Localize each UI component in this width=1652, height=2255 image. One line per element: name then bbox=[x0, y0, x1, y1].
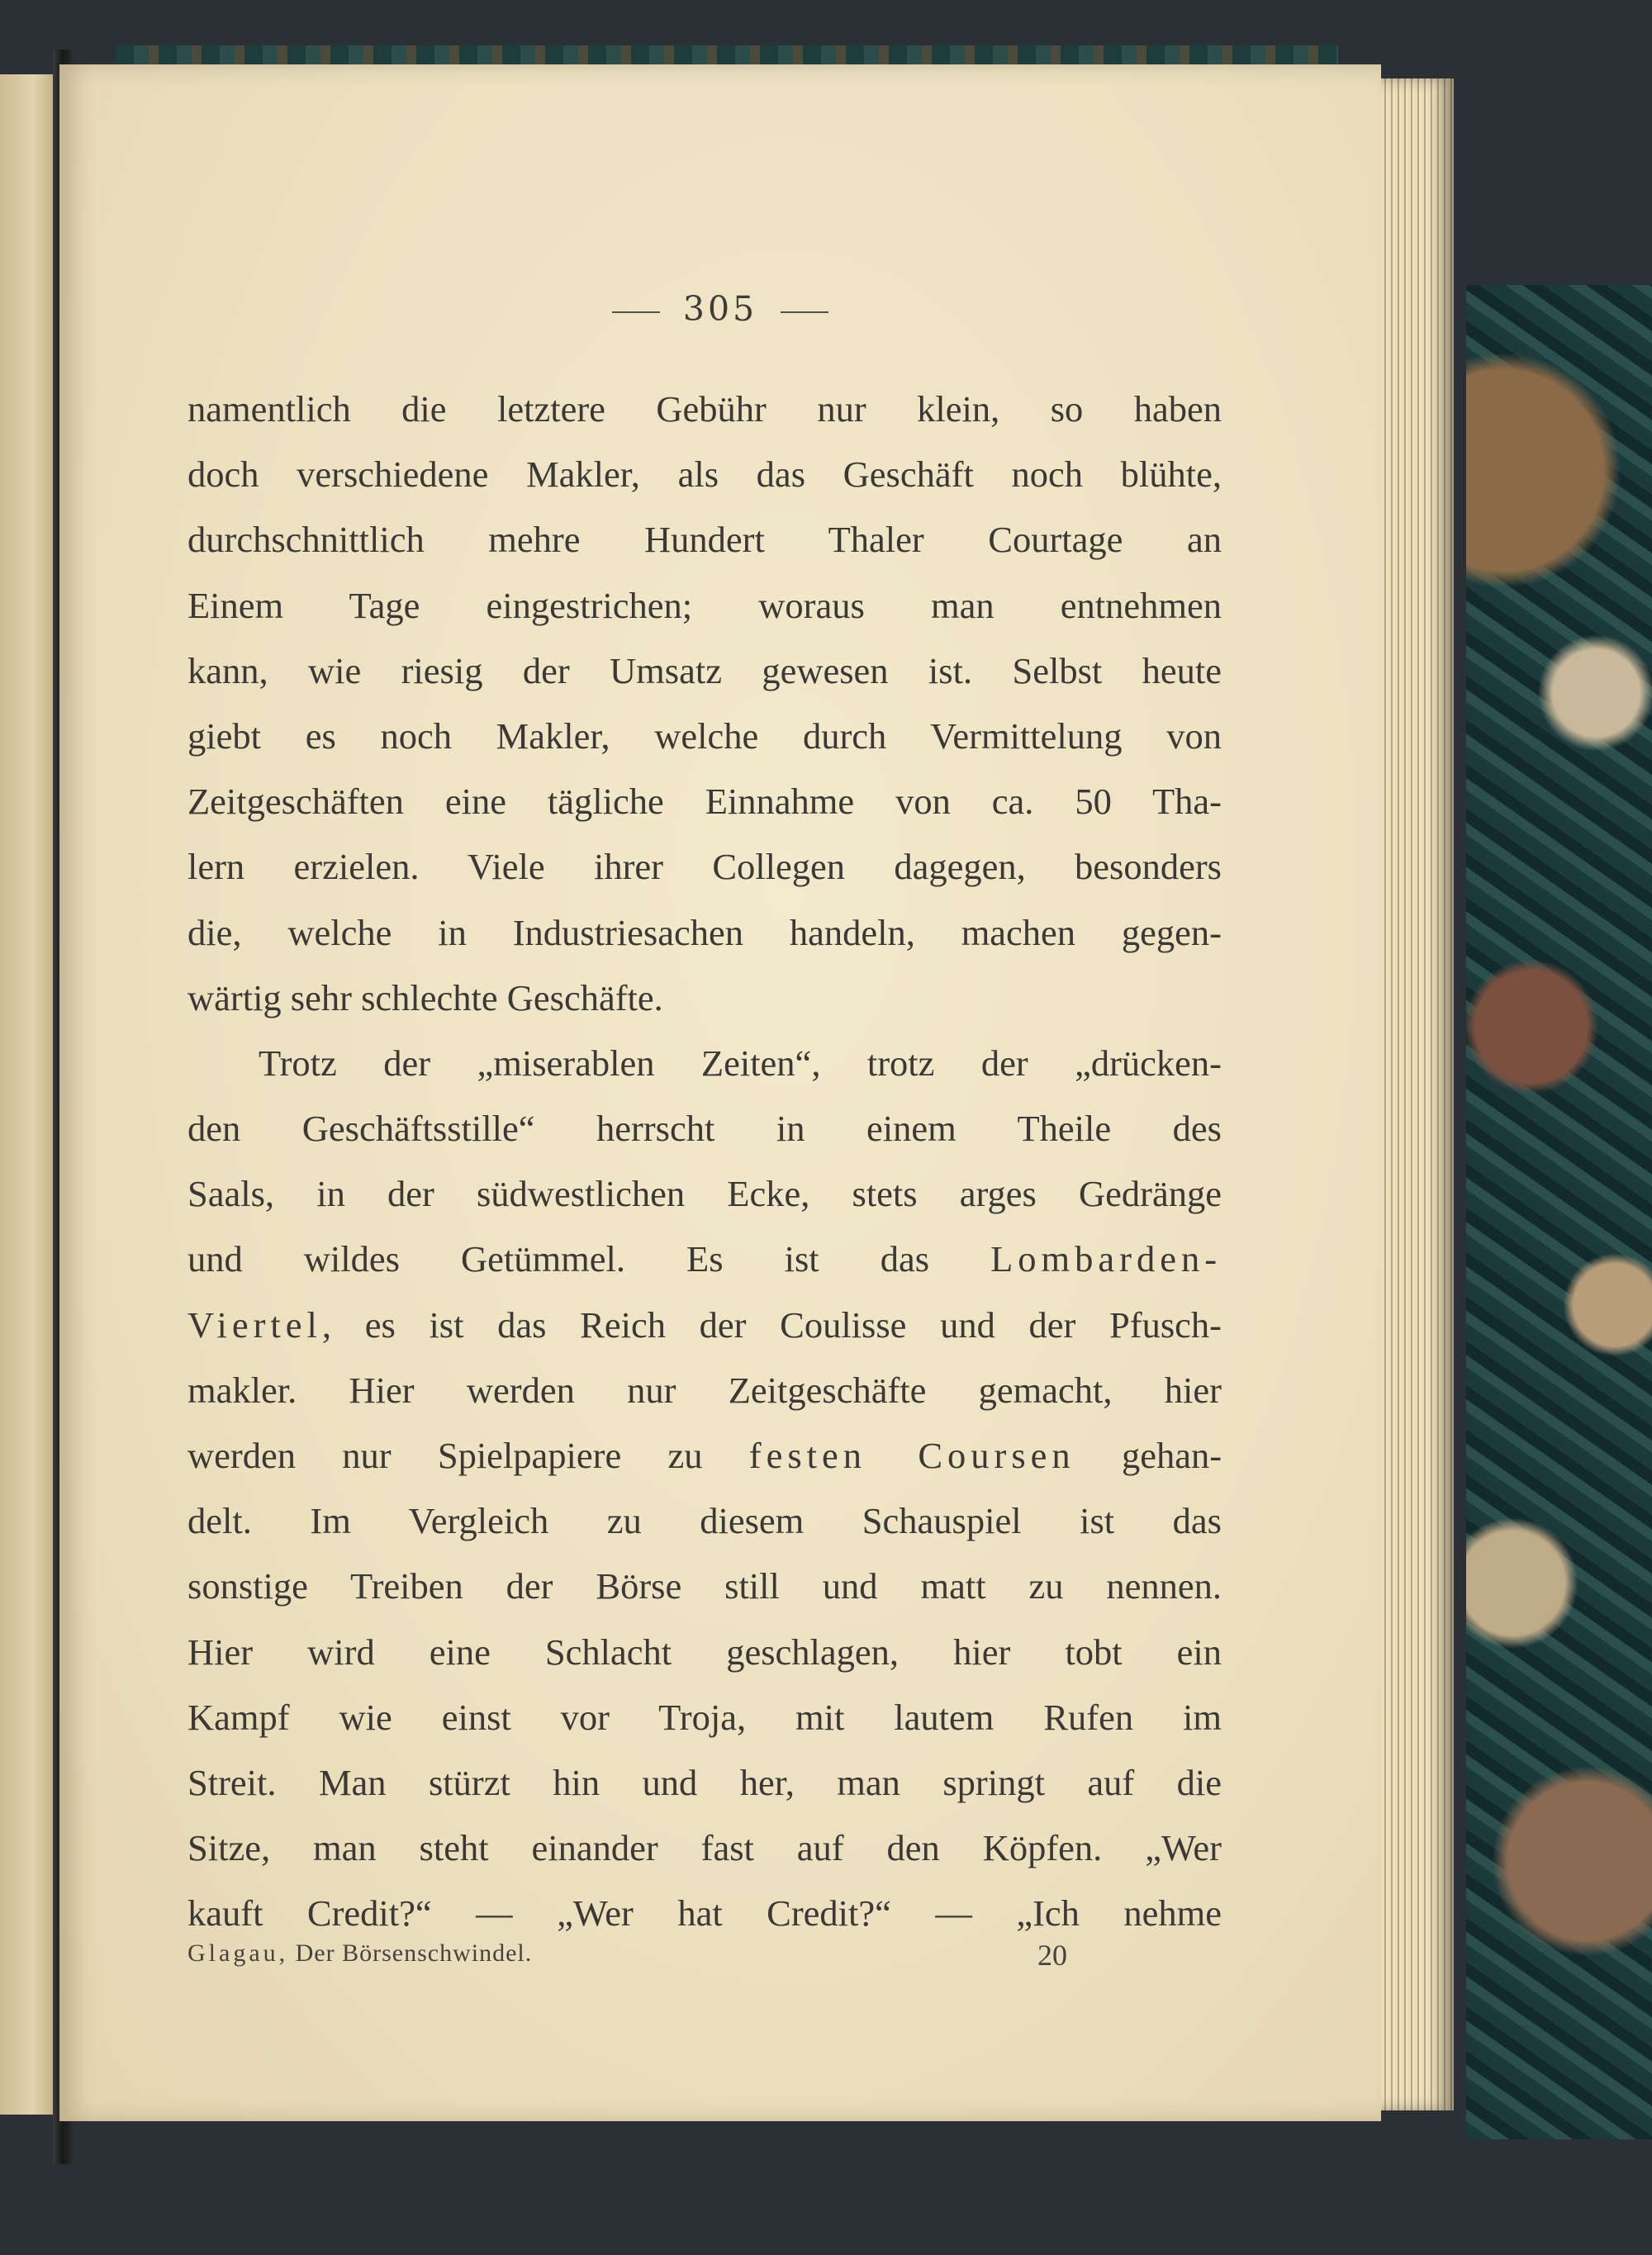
footer-title: Der Börsenschwindel. bbox=[295, 1939, 533, 1967]
spaced-text: Lombarden- bbox=[990, 1238, 1222, 1280]
text-line: kauft Credit?“ — „Wer hat Credit?“ — „Ich nehme bbox=[188, 1892, 1222, 1935]
text-segment: werden nur Spielpapiere zu bbox=[188, 1435, 703, 1476]
marbled-board bbox=[1466, 285, 1652, 2139]
text-line: Streit. Man stürzt hin und her, man springt auf die bbox=[188, 1761, 1222, 1803]
page-edges bbox=[1375, 78, 1454, 2110]
header-dash-right bbox=[781, 311, 828, 313]
spaced-text: festen Coursen bbox=[748, 1435, 1075, 1476]
text-line: wärtig sehr schlechte Geschäfte. bbox=[188, 976, 663, 1018]
text-line: die, welche in Industriesachen handeln, machen gegen- bbox=[188, 911, 1222, 953]
sheet-signature: 20 bbox=[1037, 1939, 1067, 1972]
text-segment: und wildes Getümmel. Es ist das bbox=[188, 1238, 930, 1280]
facing-page-edge bbox=[0, 74, 61, 2115]
text-line bbox=[188, 1293, 1222, 1358]
text-line: Sitze, man steht einander fast auf den Köpfen. „Wer bbox=[188, 1827, 1222, 1869]
spaced-text: Viertel bbox=[188, 1303, 322, 1346]
text-line: makler. Hier werden nur Zeitgeschäfte gemacht, hier bbox=[188, 1369, 1222, 1411]
page-header bbox=[59, 289, 1381, 329]
text-line: Kampf wie einst vor Troja, mit lautem Rufen im bbox=[188, 1696, 1222, 1738]
page-number: 305 bbox=[682, 289, 758, 329]
text-segment: gehan- bbox=[1121, 1435, 1222, 1476]
page-body bbox=[188, 377, 1222, 1947]
text-line bbox=[188, 1423, 1222, 1488]
footer-author: Glagau, bbox=[188, 1939, 289, 1967]
text-line: giebt es noch Makler, welche durch Vermittelung von bbox=[188, 714, 1222, 757]
text-line bbox=[188, 1227, 1222, 1292]
text-line: Einem Tage eingestrichen; woraus man entnehmen bbox=[188, 584, 1222, 626]
text-line: den Geschäftsstille“ herrscht in einem Theile des bbox=[188, 1108, 1222, 1150]
text-line: Trotz der „miserablen Zeiten“, trotz der „drücken- bbox=[259, 1042, 1222, 1084]
text-line: doch verschiedene Makler, als das Geschäft noch blühte, bbox=[188, 453, 1222, 496]
text-line: Hier wird eine Schlacht geschlagen, hier tobt ein bbox=[188, 1631, 1222, 1673]
text-segment: , es ist das Reich der Coulisse und der Pfusch- bbox=[321, 1303, 1222, 1346]
text-line: Zeitgeschäften eine tägliche Einnahme von ca. 50 Tha- bbox=[188, 781, 1222, 823]
text-line: Saals, in der südwestlichen Ecke, stets arges Gedränge bbox=[188, 1173, 1222, 1215]
text-line: durchschnittlich mehre Hundert Thaler Courtage an bbox=[188, 519, 1222, 561]
text-line: sonstige Treiben der Börse still und matt zu nennen. bbox=[188, 1565, 1222, 1607]
book-page bbox=[59, 64, 1381, 2121]
text-line: kann, wie riesig der Umsatz gewesen ist. Selbst heute bbox=[188, 649, 1222, 691]
text-line: lern erzielen. Viele ihrer Collegen dagegen, besonders bbox=[188, 846, 1222, 888]
header-dash-left bbox=[612, 311, 660, 313]
text-line: namentlich die letztere Gebühr nur klein, so haben bbox=[188, 388, 1222, 430]
text-line: delt. Im Vergleich zu diesem Schauspiel ist das bbox=[188, 1500, 1222, 1542]
